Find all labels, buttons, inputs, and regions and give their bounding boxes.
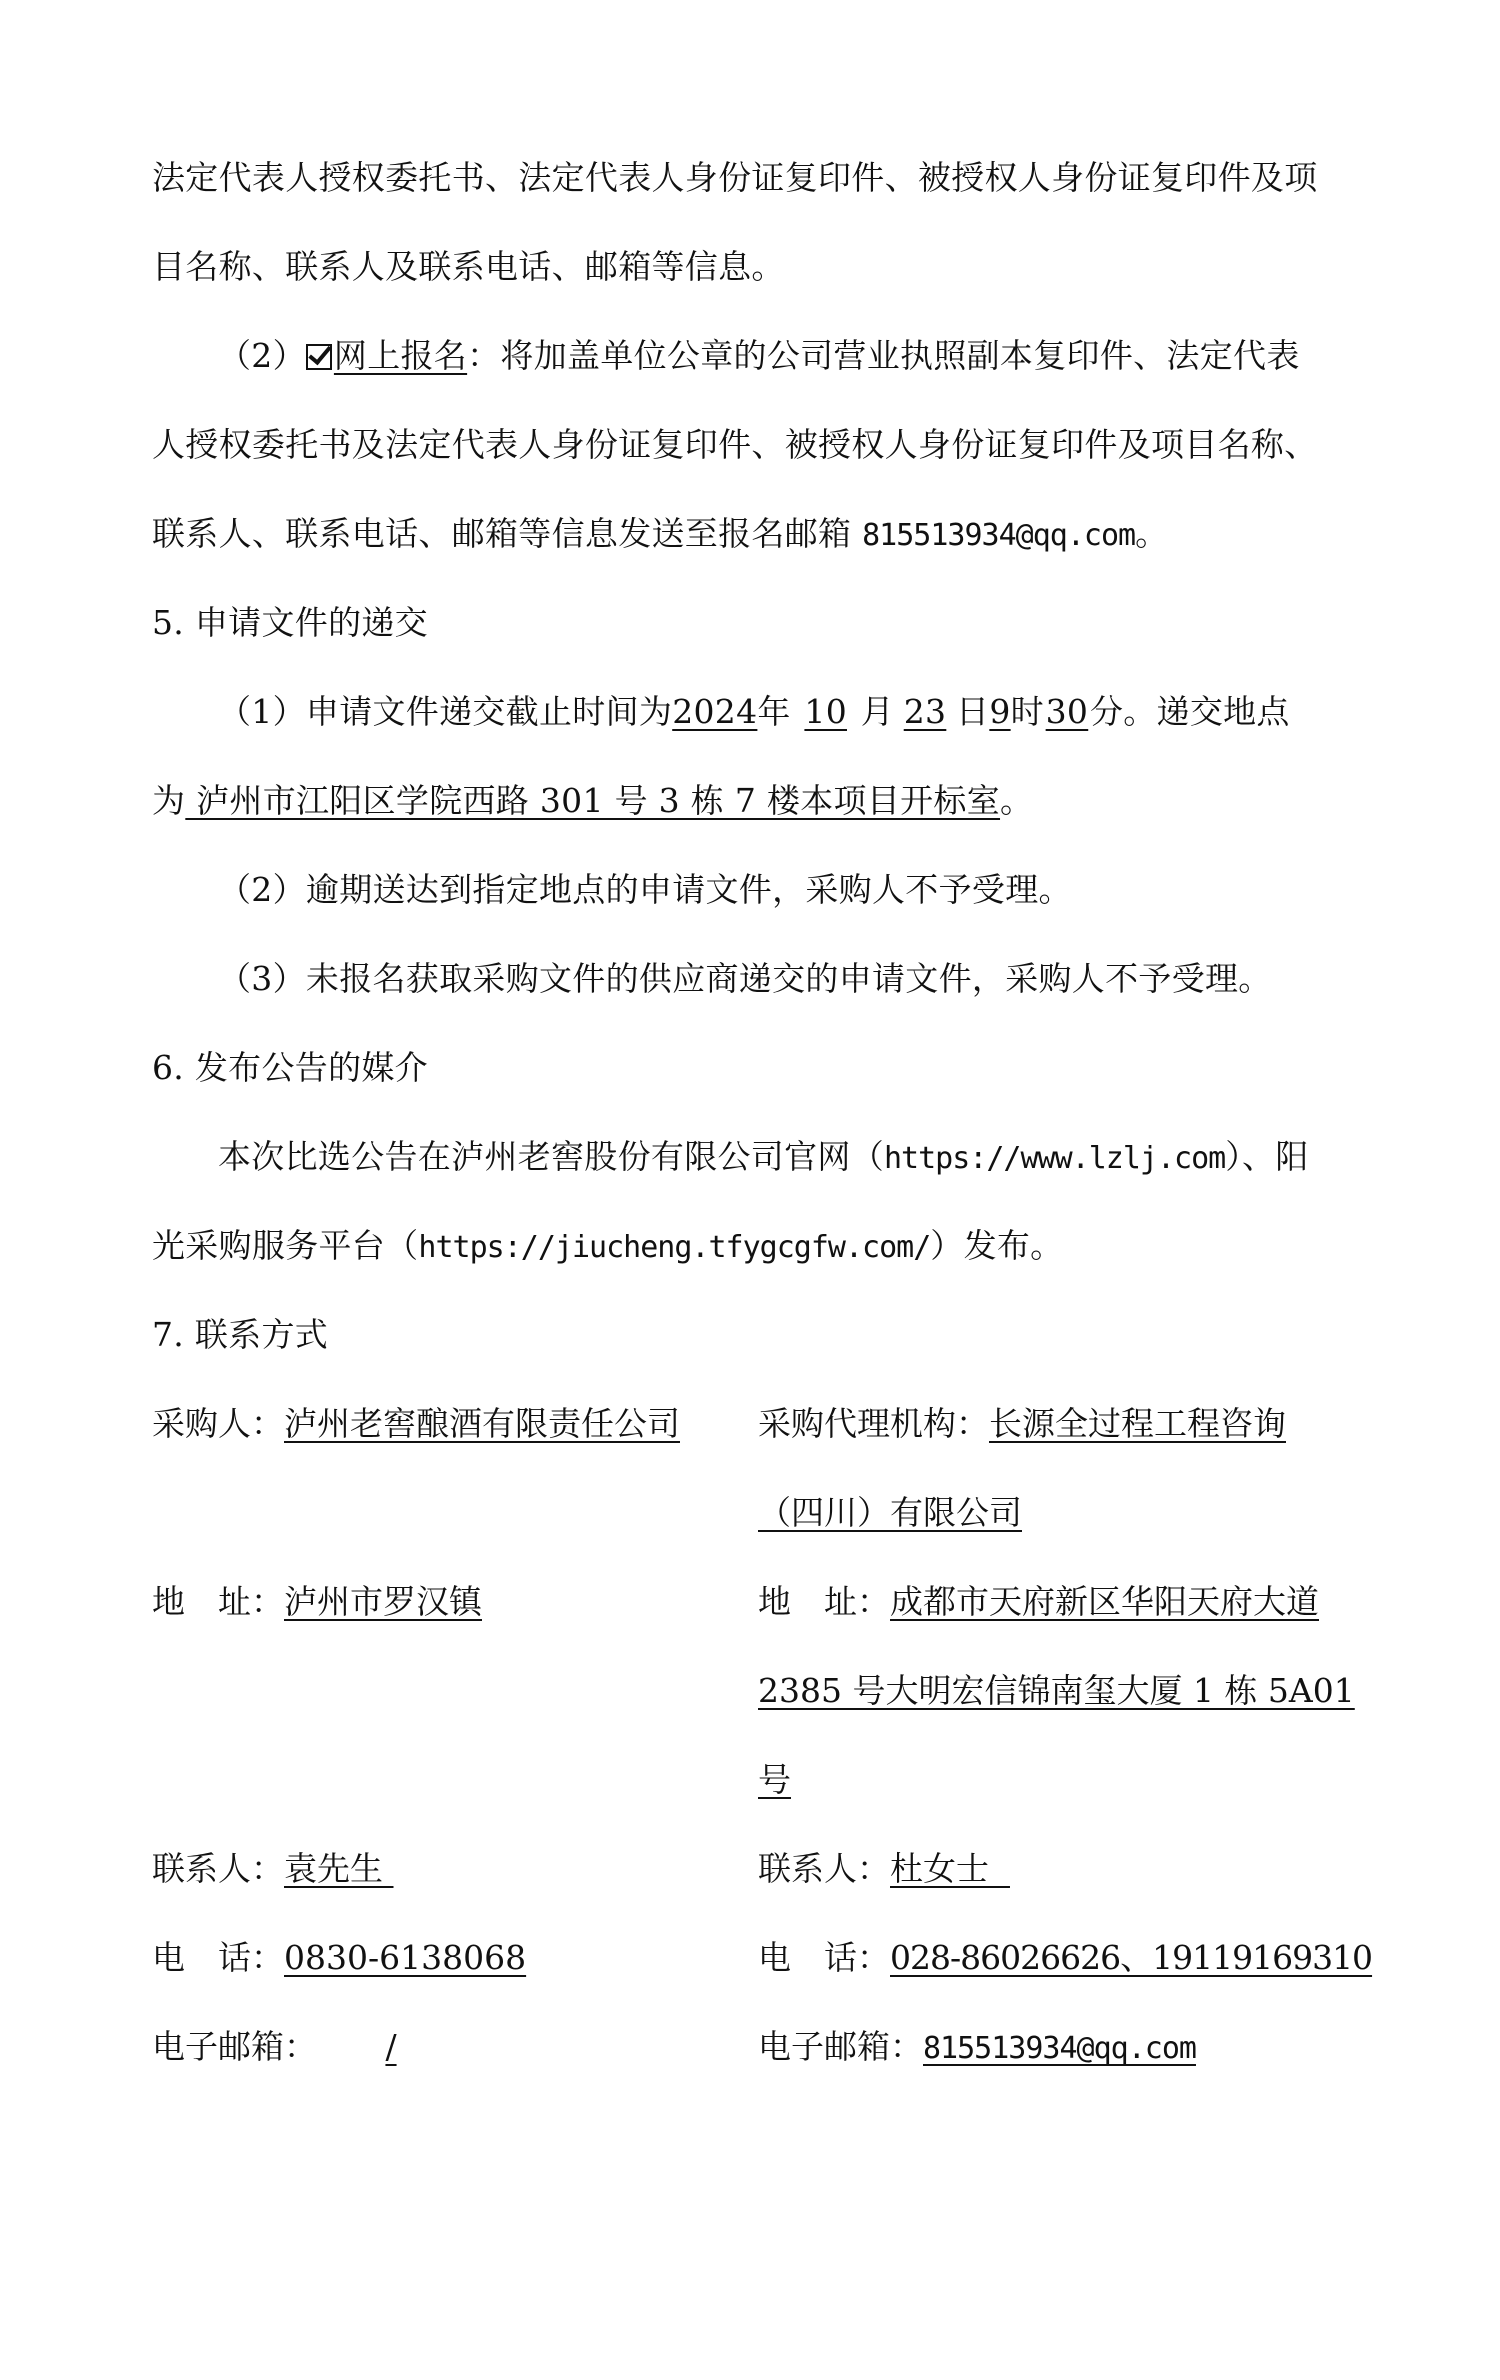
unit: 日 — [956, 692, 990, 731]
paragraph-text: ）发布。 — [930, 1226, 1064, 1265]
media-line — [218, 1137, 1332, 1179]
paragraph-text: 光采购服务平台（ — [152, 1226, 419, 1265]
deadline-year: 2024 — [672, 692, 758, 731]
heading-text: 7. 联系方式 — [152, 1315, 329, 1354]
deadline-line — [218, 692, 1332, 732]
field-label: 地 址： — [152, 1582, 284, 1621]
unit: 分。递交地点 — [1089, 692, 1290, 731]
deadline-month: 10 — [804, 692, 847, 731]
deadline-hour: 9 — [989, 692, 1011, 731]
paragraph-text: （3）未报名获取采购文件的供应商递交的申请文件，采购人不予受理。 — [218, 959, 1272, 998]
field-label: 采购人： — [152, 1404, 284, 1443]
deadline-prefix: （1）申请文件递交截止时间为 — [218, 692, 673, 731]
agency-address-row-3 — [758, 1760, 1338, 1800]
colon: ： — [467, 336, 501, 375]
agency-name-row — [758, 1404, 1338, 1444]
section-heading — [152, 1048, 1332, 1088]
paragraph-text: ）、阳 — [1225, 1137, 1309, 1176]
checkbox-checked-icon — [306, 344, 332, 370]
field-label: 采购代理机构： — [758, 1404, 989, 1443]
location-prefix: 为 — [152, 781, 186, 820]
paragraph-text: 人授权委托书及法定代表人身份证复印件、被授权人身份证复印件及项目名称、 — [152, 425, 1318, 464]
platform-link[interactable]: https://jiucheng.tfygcgfw.com/ — [418, 1230, 931, 1265]
paragraph-text: 本次比选公告在泸州老窖股份有限公司官网（ — [218, 1137, 884, 1176]
agency-phone: 028-86026626、19119169310 — [890, 1938, 1373, 1977]
agency-contact: 杜女士 — [890, 1849, 1010, 1888]
deadline-minute: 30 — [1045, 692, 1089, 731]
purchaser-contact-row — [152, 1849, 732, 1889]
agency-name-continued: （四川）有限公司 — [758, 1493, 1022, 1532]
agency-email-row — [758, 2027, 1338, 2069]
section-heading — [152, 1315, 1332, 1355]
paragraph-line — [152, 425, 1332, 465]
label-text: 网上报名 — [333, 336, 468, 375]
purchaser-phone: 0830-6138068 — [284, 1938, 527, 1977]
paragraph-line — [152, 158, 1332, 198]
field-label: 电子邮箱： — [152, 2027, 317, 2066]
official-site-link[interactable]: https://www.lzlj.com — [884, 1141, 1226, 1176]
period: 。 — [1135, 514, 1169, 553]
paragraph-line — [152, 514, 1332, 556]
agency-address-row — [758, 1582, 1338, 1622]
purchaser-email-row — [152, 2027, 732, 2067]
agency-contact-row — [758, 1849, 1338, 1889]
item-prefix: （2） — [218, 336, 306, 375]
agency-name: 长源全过程工程咨询 — [989, 1404, 1286, 1443]
period: 。 — [1000, 781, 1034, 820]
rule-item-3 — [218, 959, 1332, 999]
purchaser-contact: 袁先生 — [284, 1849, 394, 1888]
field-label: 电 话： — [152, 1938, 284, 1977]
rule-item-2 — [218, 870, 1332, 910]
purchaser-email: / — [385, 2027, 397, 2066]
unit: 月 — [860, 692, 895, 731]
agency-name-row-2 — [758, 1493, 1338, 1533]
agency-address-row-2 — [758, 1671, 1355, 1711]
deadline-day: 23 — [903, 692, 947, 731]
agency-address-continued: 号 — [758, 1760, 791, 1799]
purchaser-name-row — [152, 1404, 732, 1444]
field-label: 联系人： — [758, 1849, 890, 1888]
agency-address-continued: 2385 号大明宏信锦南玺大厦 1 栋 5A01 — [758, 1671, 1355, 1710]
submission-location: 泸州市江阳区学院西路 301 号 3 栋 7 楼本项目开标室 — [185, 781, 1001, 820]
heading-text: 5. 申请文件的递交 — [152, 603, 428, 642]
section-heading — [152, 603, 1332, 643]
paragraph-text: 法定代表人授权委托书、法定代表人身份证复印件、被授权人身份证复印件及项 — [152, 158, 1318, 197]
paragraph-text: 将加盖单位公章的公司营业执照副本复印件、法定代表 — [500, 336, 1300, 375]
registration-email: 815513934@qq.com — [862, 518, 1136, 553]
agency-phone-row — [758, 1938, 1373, 1978]
unit: 时 — [1010, 692, 1044, 731]
purchaser-address-row — [152, 1582, 732, 1622]
paragraph-text: 目名称、联系人及联系电话、邮箱等信息。 — [152, 247, 785, 286]
field-label: 电子邮箱： — [758, 2027, 923, 2066]
field-label: 联系人： — [152, 1849, 284, 1888]
heading-text: 6. 发布公告的媒介 — [152, 1048, 428, 1087]
agency-email: 815513934@qq.com — [923, 2031, 1196, 2066]
online-registration-label — [306, 336, 467, 375]
unit: 年 — [757, 692, 791, 731]
media-line — [152, 1226, 1332, 1268]
paragraph-text: 联系人、联系电话、邮箱等信息发送至报名邮箱 — [152, 514, 863, 553]
purchaser-phone-row — [152, 1938, 732, 1978]
field-label: 电 话： — [758, 1938, 890, 1977]
field-label: 地 址： — [758, 1582, 890, 1621]
location-line — [152, 781, 1332, 821]
purchaser-address: 泸州市罗汉镇 — [284, 1582, 482, 1621]
purchaser-name: 泸州老窖酿酒有限责任公司 — [284, 1404, 680, 1443]
agency-address: 成都市天府新区华阳天府大道 — [890, 1582, 1319, 1621]
paragraph-text: （2）逾期送达到指定地点的申请文件，采购人不予受理。 — [218, 870, 1072, 909]
paragraph-line — [152, 247, 1332, 287]
online-registration-line — [218, 336, 1332, 376]
